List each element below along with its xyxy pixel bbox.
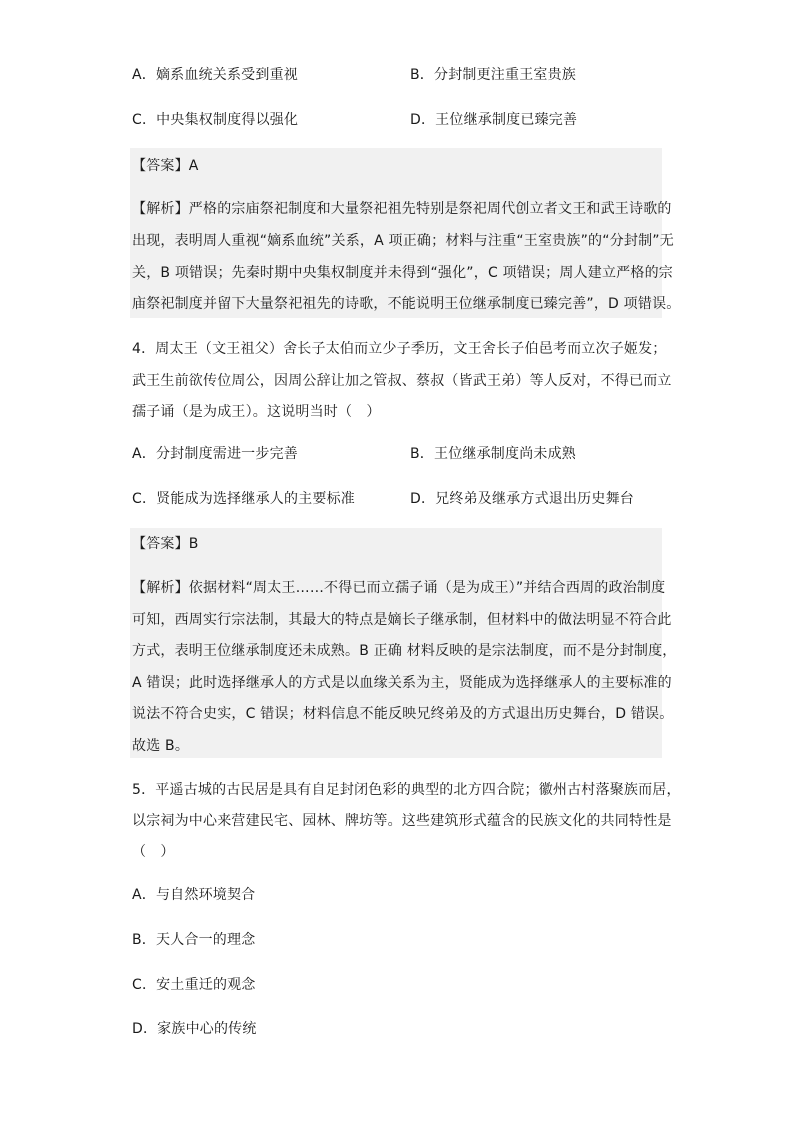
q3-option-c: C．中央集权制度得以强化: [132, 112, 299, 128]
q3-answer: 【答案】A: [132, 158, 199, 174]
q5-option-d: D．家族中心的传统: [132, 1021, 257, 1037]
q4-option-c: C．贤能成为选择继承人的主要标准: [132, 491, 355, 507]
q4-stem-line: 4．周太王（文王祖父）舍长子太伯而立少子季历，文王舍长子伯邑考而立次子姬发；: [132, 341, 667, 357]
q4-analysis-line: 说法不符合史实，C 错误；材料信息不能反映兄终弟及的方式退出历史舞台，D 错误。: [132, 706, 674, 722]
q3-analysis-line: 庙祭祀制度并留下大量祭祀祖先的诗歌，不能说明王位继承制度已臻完善”，D 项错误。: [132, 296, 681, 312]
q4-analysis-line: 故选 B。: [132, 738, 190, 754]
q4-analysis-line: 【解析】依据材料“周太王……不得已而立孺子诵（是为成王）”并结合西周的政治制度: [132, 580, 666, 596]
q4-analysis-line: 方式，表明王位继承制度还未成熟。B 正确 材料反映的是宗法制度，而不是分封制度，: [132, 643, 677, 659]
q3-analysis-line: 出现，表明周人重视“嫡系血统”关系，A 项正确；材料与注重“王室贵族”的“分封制”无: [132, 233, 674, 249]
q4-analysis-line: 可知，西周实行宗法制，其最大的特点是嫡长子继承制，但材料中的做法明显不符合此: [132, 612, 672, 628]
q3-option-d: D．王位继承制度已臻完善: [410, 112, 578, 128]
q4-stem-line: 孺子诵（是为成王）。这说明当时（ ）: [132, 404, 381, 420]
q4-analysis-line: A 错误；此时选择继承人的方式是以血缘关系为主，贤能成为选择继承人的主要标准的: [132, 675, 672, 691]
q5-option-c: C．安土重迁的观念: [132, 977, 256, 993]
q5-stem-line: 5．平遥古城的古民居是具有自足封闭色彩的典型的北方四合院；徽州古村落聚族而居，: [132, 782, 681, 798]
q3-analysis-line: 【解析】严格的宗庙祭祀制度和大量祭祀祖先特别是祭祀周代创立者文王和武王诗歌的: [132, 201, 672, 217]
q5-stem-line: （ ）: [132, 844, 175, 860]
q4-option-a: A．分封制度需进一步完善: [132, 446, 298, 462]
q3-option-b: B．分封制更注重王室贵族: [410, 67, 577, 83]
q3-analysis-line: 关，B 项错误；先秦时期中央集权制度并未得到“强化”，C 项错误；周人建立严格的宗: [132, 265, 673, 281]
q5-option-b: B．天人合一的理念: [132, 932, 256, 948]
q3-option-a: A．嫡系血统关系受到重视: [132, 67, 298, 83]
q4-option-b: B．王位继承制度尚未成熟: [410, 446, 577, 462]
q4-stem-line: 武王生前欲传位周公，因周公辞让加之管叔、蔡叔（皆武王弟）等人反对，不得已而立: [132, 373, 672, 389]
q4-option-d: D．兄终弟及继承方式退出历史舞台: [410, 491, 634, 507]
q5-option-a: A．与自然环境契合: [132, 887, 256, 903]
q4-answer: 【答案】B: [132, 536, 199, 552]
q5-stem-line: 以宗祠为中心来营建民宅、园林、牌坊等。这些建筑形式蕴含的民族文化的共同特性是: [132, 813, 672, 829]
